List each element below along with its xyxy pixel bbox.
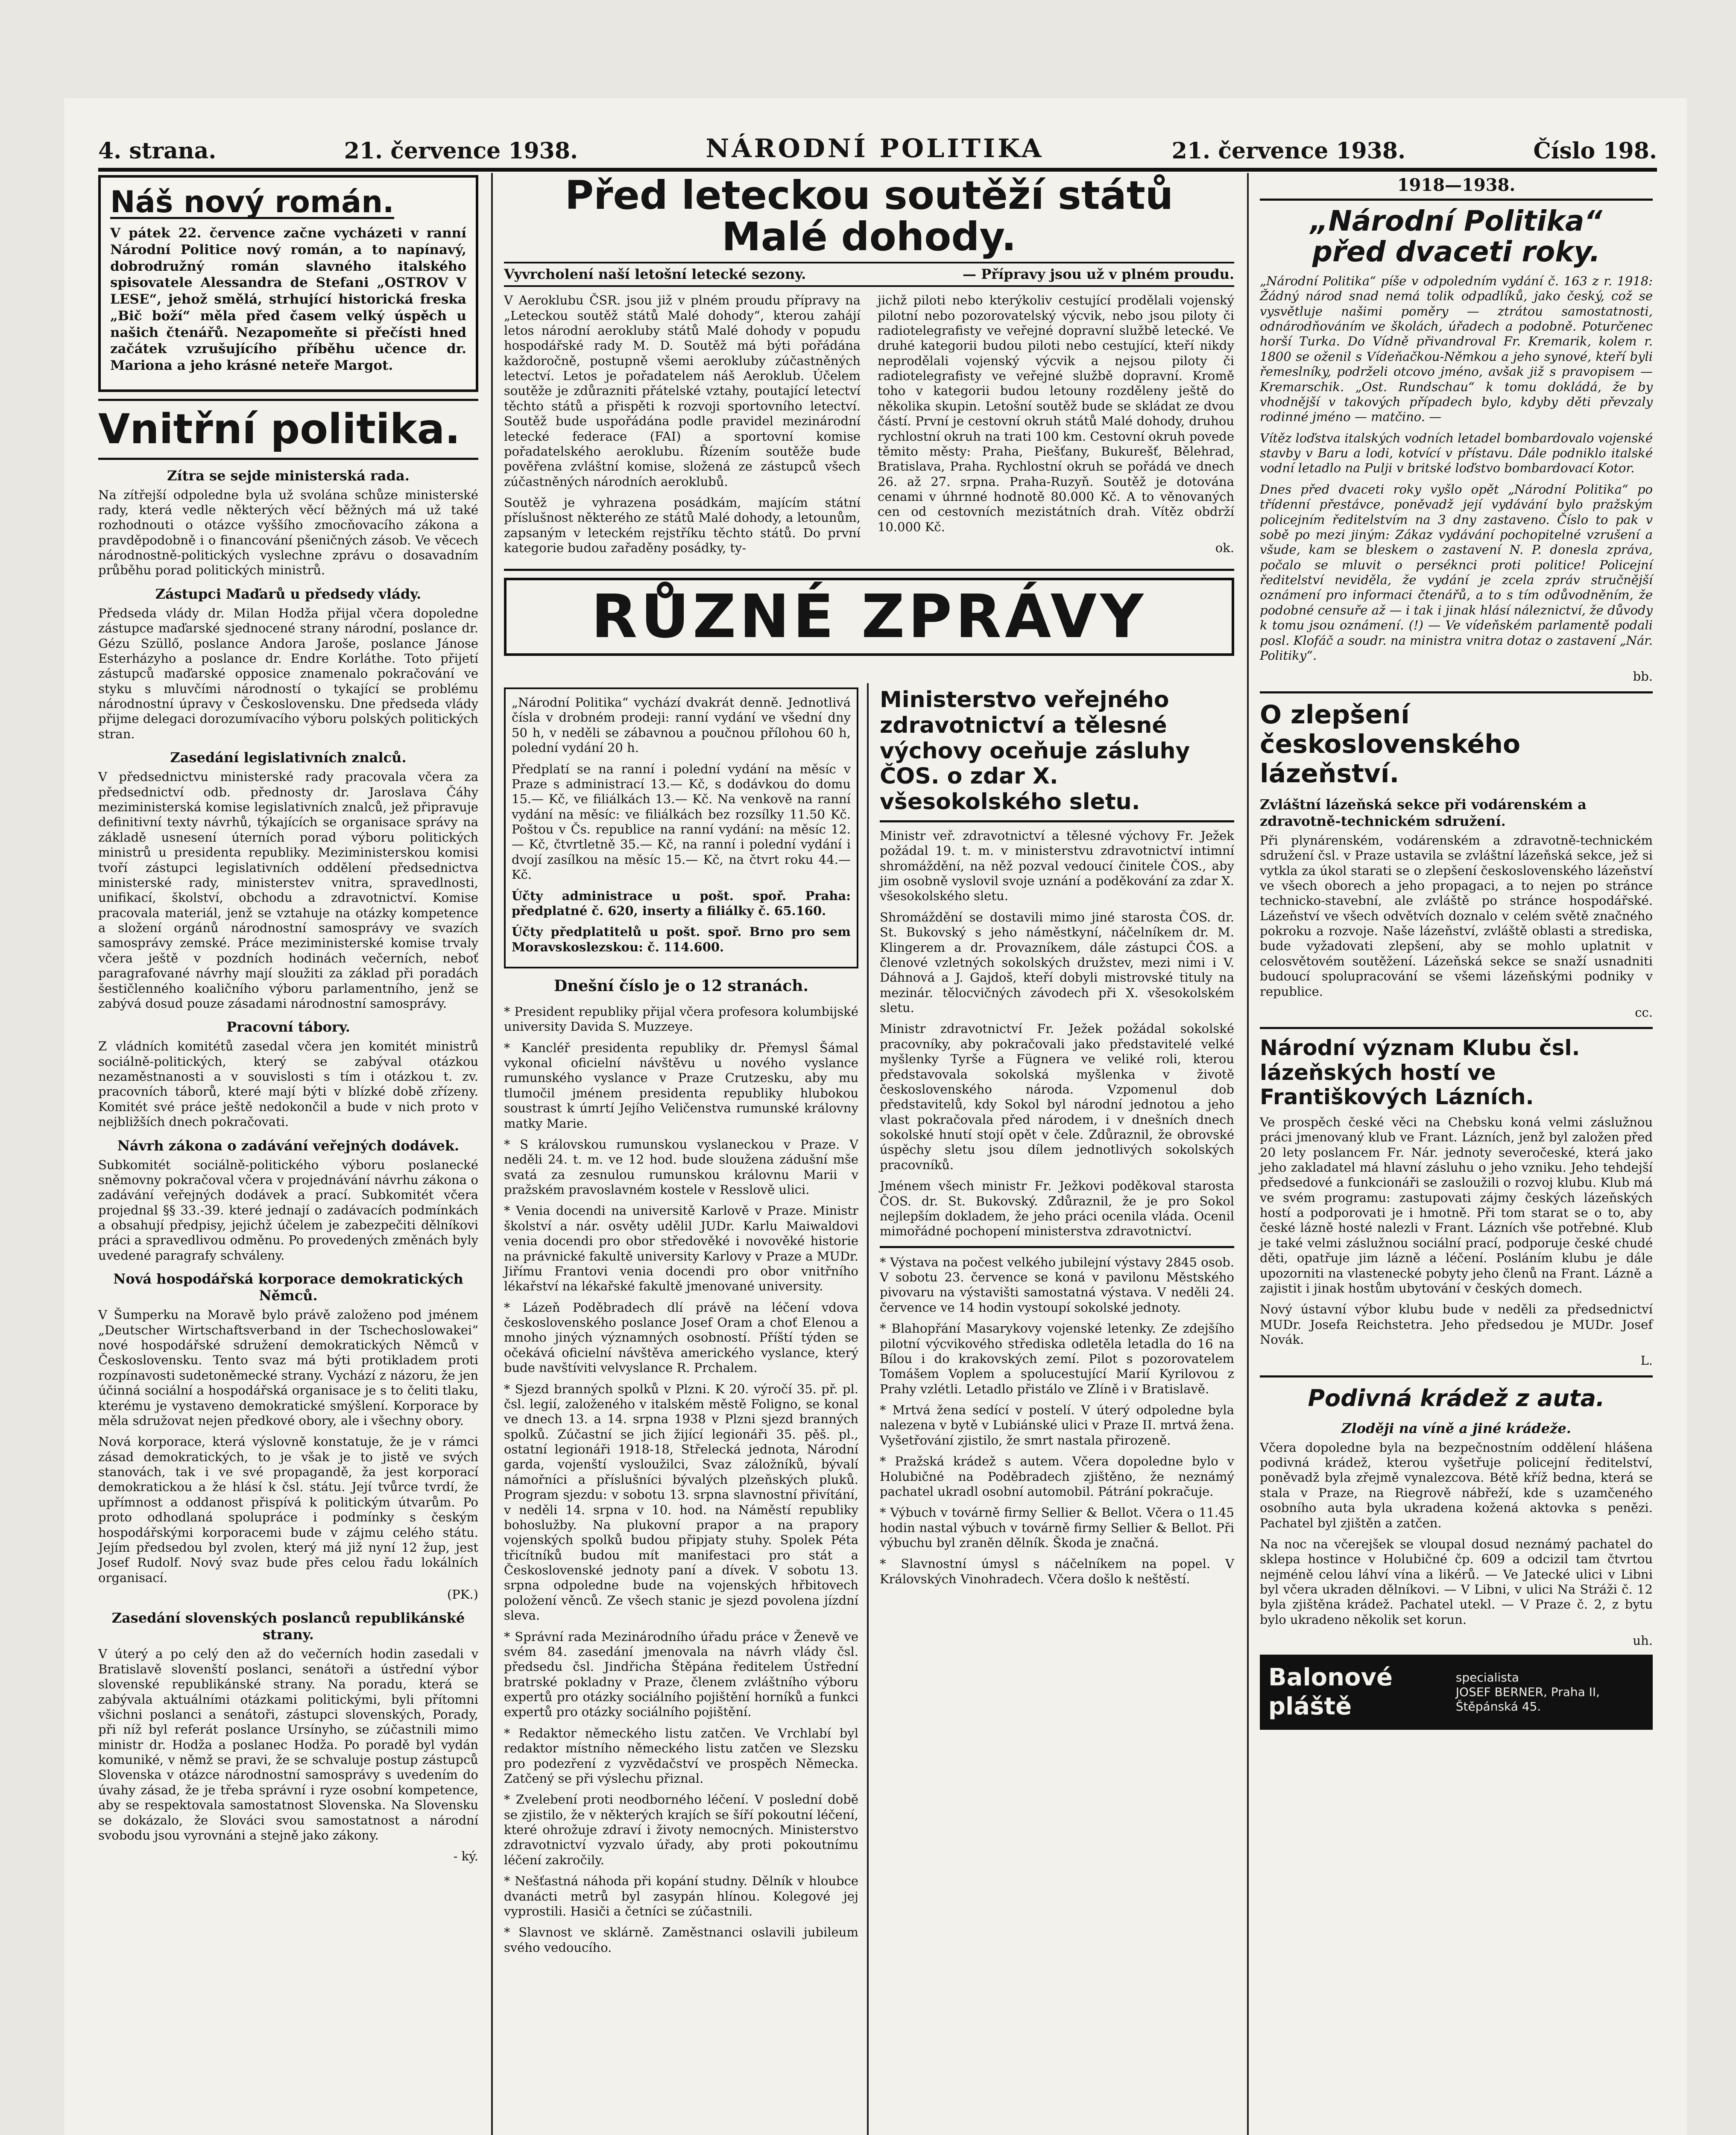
- novel-heading: Náš nový román.: [110, 184, 394, 219]
- ad-title: Balonové pláště: [1268, 1663, 1393, 1720]
- article-text: Nový ústavní výbor klubu bude v neděli za předsednictví MUDr. Josefa Reichstetra. Jeho předsedou je MUDr. Josef Novák.: [1260, 1302, 1653, 1347]
- article-text: V Šumperku na Moravě bylo právě založeno pod jménem „Deutscher Wirtschaftsverband in der Tschechoslowakei“ nové hospodářské sdružení demokratických Němců v Československu. Tento svaz má býti protikladem proti rozpínavosti sudetoněmecké strany. Vychází z názoru, že jen účinná sociální a hospodářská organisace je s to čeliti tlaku, kterému je vystaveno demokratické smýšlení. Korporace by měla sdružovat nejen předkové obory, ale i všechny obory.: [98, 1307, 478, 1428]
- divider: [1260, 1027, 1653, 1029]
- subheading-theft: Zloději na víně a jiné krádeže.: [1341, 1420, 1571, 1436]
- article-text: Shromáždění se dostavili mimo jiné starosta ČOS. dr. St. Bukovský s jeho náměstkyní, náčelníkem dr. M. Klingerem a dr. Provazníkem, dále zástupci ČOS. a členové vzletných sokolských družstev, mezi nimi i V. Dáhnová a J. Gajdoš, kteří dobyli mistrovské tituly na mezinár. tělocvičných závodech při X. všesokolském sletu.: [880, 910, 1234, 1015]
- article-text: Ministr zdravotnictví Fr. Ježek požádal sokolské pracovníky, aby pokračovali jako představitelé velké myšlenky Tyrše a Fügnera ve veliké roli, kterou představovala sokolská myšlenka v životě československého národa. Vzpomenul dob představitelů, kdy Sokol byl národní jednotou a jeho vlast pokračovala před národem, i v dnešních dnech sokolské hnutí stojí opět v čele. Zdůraznil, že obrovské úspěchy sletu jsou dílem jednotlivých sokolských pracovníků.: [880, 1021, 1234, 1172]
- news-item: * Slavnost ve sklárně. Zaměstnanci oslavili jubileum svého vedoucího.: [504, 1925, 858, 1955]
- article-text: V Aeroklubu ČSR. jsou již v plném proudu přípravy na „Leteckou soutěž států Malé dohody“, kterou zahájí letos národní aerokluby států Malé dohody v popudu hospodářské rady M. D. Soutěž má býti pořádána každoročně, postupně všemi aerokluby zúčastněných letectví. Letos je pořadatelem náš Aeroklub. Účelem soutěže je zdůrazniti přátelské vztahy, poutající letectví těchto států a přispěti k rozvoji sportovního letectví. Soutěž bude uspořádána podle pravidel mezinárodní letecké federace (FAI) a sportovní komise pořadatelského aeroklubu. Řízením soutěže bude pověřena zvláštní komise, složená ze zástupců všech zúčastněných národních aeroklubů.: [504, 293, 861, 489]
- article-title: Zítra se sejde ministerská rada.: [167, 467, 410, 484]
- headline-theft: Podivná krádež z auta.: [1308, 1384, 1605, 1412]
- divider: [98, 458, 478, 460]
- novel-text: V pátek 22. července začne vycházeti v ranní Národní Politice nový román, a to napínavý, dobrodružný román slavného italského spisovatele Alessandra de Stefani „OSTROV V LESE“, jehož smělá, strhující historická freska „Bič boží“ měla před časem velký úspěch u našich čtenářů. Nezapomeňte si přečísti hned začátek vzrušujícího příběhu učence dr. Mariona a jeho krásné neteře Margot.: [110, 225, 466, 373]
- novel-announcement: [98, 175, 478, 392]
- section-heading-domestic: Vnitřní politika.: [98, 405, 460, 453]
- headline-air-contest: Před leteckou soutěží států: [565, 173, 1174, 218]
- divider: [504, 569, 1234, 571]
- headline-ministry: Ministerstvo veřejného zdravotnictví a tělesné výchovy oceňuje zásluhy ČOS. o zdar X. všesokolského sletu.: [880, 687, 1234, 822]
- article-text: Jménem všech ministr Fr. Ježkovi poděkoval starosta ČOS. dr. St. Bukovský. Zdůraznil, že je pro Sokol nejlepším dokladem, že jeho práci ocenila vláda. Ocenil mimořádné pochopení ministerstva zdravotnictví.: [880, 1179, 1234, 1239]
- headline-club: Národní význam Klubu čsl. lázeňských hostí ve Františkových Lázních.: [1260, 1035, 1580, 1110]
- masthead: [98, 124, 1657, 172]
- subscription-text: „Národní Politika“ vychází dvakrát denně. Jednotlivá čísla v drobném prodeji: ranní vydání ve všední dny 50 h, v neděli se zábavnou a poučnou přílohou 60 h, polední vydání 20 h.: [512, 695, 851, 755]
- news-column: [504, 687, 858, 1961]
- article-text: jichž piloti nebo kterýkoliv cestující prodělali vojenský pilotní nebo pozorovatelský výcvik, nebo jsou piloty či radiotelegrafisty ve veřejné dopravní službě letecké. Ve druhé kategorii budou piloti nebo cestující, kteří nikdy neprodělali vojenský výcvik a nejsou piloty či radiotelegrafisty ve veřejné službě dopravní. Kromě toho v kategorii budou letouny rozděleny ještě do několika skupin. Letošní soutěž bude se skládat ze dvou částí. První je cestovní okruh států Malé dohody, druhou rychlostní okruh na trati 100 km. Cestovní okruh povede těmito městy: Praha, Piešťany, Bukurešť, Bělehrad, Bratislava, Praha. Rychlostní okruh se pořádá ve dnech 26. až 27. srpna. Praha-Ruzyň. Soutěž je dotována cenami v úhrnné hodnotě 80.000 Kč. A to věnovaných cen od cestovních mezistátních drah. Vítěz obdrží 10.000 Kč.: [878, 293, 1234, 534]
- divider: [1260, 691, 1653, 693]
- news-item: * President republiky přijal včera profesora kolumbijské university Davida S. Muzzeye.: [504, 1004, 858, 1034]
- newspaper-page: [64, 98, 1687, 2135]
- sokol-column: [880, 687, 1234, 1593]
- news-item: * Slavnostní úmysl s náčelníkem na popel. V Královských Vinohradech. Včera došlo k neštěstí.: [880, 1556, 1234, 1586]
- news-item: * Správní rada Mezinárodního úřadu práce v Ženevě ve svém 84. zasedání jmenovala na návrh vlády čsl. předsedu čsl. Jindřicha Štěpána ředitelem Ústřední bratrské pokladny v Praze, členem zvláštního výboru expertů pro otázky sociálního pojištění horníků a funkci expertů pro otázky sociálního pojištění.: [504, 1629, 858, 1720]
- headline-twenty-years: „Národní Politika“: [1310, 204, 1603, 237]
- ad-address: JOSEF BERNER, Praha II, Štěpánská 45.: [1455, 1685, 1600, 1714]
- news-item: * Nešťastná náhoda při kopání studny. Dělník v hloubce dvanácti metrů byl zasypán hlínou. Kolegové jej vyprostili. Hasiči a četníci se zúčastnili.: [504, 1874, 858, 1919]
- news-item: * Venia docendi na universitě Karlově v Praze. Ministr školství a nár. osvěty udělil JUDr. Karlu Maiwaldovi venia docendi pro obor středověké i novověké historie na právnické fakultě university Karlovy v Praze a MUDr. Jiřímu Frantovi venia docendi pro obor vnitřního lékařství na lékařské fakultě jmenované university.: [504, 1203, 858, 1294]
- right-column: [1260, 175, 1653, 1730]
- article-title: Návrh zákona o zadávání veřejných dodávek.: [117, 1137, 460, 1154]
- years-label: 1918—1938.: [1260, 175, 1653, 201]
- date-left: 21. července 1938.: [344, 137, 578, 164]
- article-text: Dnes před dvaceti roky vyšlo opět „Národní Politika“ po třídenní přestávce, poněvadž její vydávání bylo pražským policejním ředitelstvím na 3 dny zastaveno. Číslo to pak v sobě po mezi jiným: Zákaz vydávání pochopitelné vzrušení a všude, kam se bleskem o zastavení N. P. donesla zpráva, počalo se mluvit o perséknci proti politice! Policejní ředitelství neviděla, že vydání je zcela zpráv stručnější oznámení pro informaci čtenářů, a to s tím odůvodněním, že podobné censuře až — i tak i jinak hlásí náleznictví, že důvody k tomu jsou oznámení. (!) — Ve vídeňském parlamentě podali posl. Klofáč a soudr. na ministra vnitra dotaz o zastavení „Nár. Politiky“.: [1260, 482, 1653, 663]
- article-signature: cc.: [1635, 1005, 1653, 1020]
- subscription-text: Předplatí se na ranní i polední vydání na měsíc v Praze s administrací 13.— Kč, s dodávkou do domu 15.— Kč, ve filiálkách 13.— Kč. Na venkově na ranní vydání na měsíc: ve filiálkách bez rozsílky 11.50 Kč. Poštou v Čs. republice na ranní vydání: na měsíc 12.— Kč, čtvrtletně 35.— Kč, na ranní i polední vydání i dvojí zasílkou na měsíc 15.— Kč, na čtvrt roku 44.—Kč.: [512, 761, 851, 882]
- air-contest-article: [504, 293, 1234, 562]
- article-signature: ok.: [1215, 541, 1234, 556]
- news-item: * Zvelebení proti neodborného léčení. V poslední době se zjistilo, že v některých krajích se šíří pokoutní léčení, které ohrožuje zdraví i životy nemocných. Ministerstvo zdravotnictví vyzvalo úřady, aby proti pokoutnímu léčení zakročily.: [504, 1792, 858, 1867]
- news-item: * Mrtvá žena sedící v postelí. V úterý odpoledne byla nalezena v bytě v Lubiánské ulici v Praze II. mrtvá žena. Vyšetřování zjistilo, že smrt nastala přirozeně.: [880, 1403, 1234, 1448]
- deck-right: — Přípravy jsou už v plném proudu.: [963, 266, 1234, 283]
- article-title: Nová hospodářská korporace demokratických Němců.: [113, 1271, 463, 1304]
- article-text: Předseda vlády dr. Milan Hodža přijal včera dopoledne zástupce maďarské sjednocené strany národní, poslance dr. Gézu Szüllő, poslance Andora Jaroše, poslance Jánose Esterházyho a poslance dr. Endre Korláthe. Toto přijetí zástupců maďarské opposice znamenalo pokračování ve styku s mluvčími národností o tykající se problému národnostní úpravy v Československu. Dne předseda vlády přijme delegaci dorozumívacího výboru polských politických stran.: [98, 605, 478, 741]
- article-text: Ve prospěch české věci na Chebsku koná velmi záslužnou práci jmenovaný klub ve Frant. Lázních, jenž byl založen před 20 lety poslancem Fr. Nár. jednoty severočeské, která jako jeho zakladatel má hlavní zásluhu o jeho vzniku. Jeho tehdejší předsedové a funkcionáři se zasloužili o rozvoj klubu. Klub má ve svém programu: zastupovati zájmy českých lázeňských hostí a podporovati je i hmotně. Při tom starat se o to, aby české lázně hosté nalezli v Frant. Lázních vše potřebné. Klub je také velmi záslužnou sociální prací, podporuje české chudé děti, opatřuje jim lázně a léčení. Posláním klubu je dále upozorniti na vlastenecké pobyty jeho členů na Frant. Lázně a zajistit i jinak hostům ubytování v českých domech.: [1260, 1114, 1653, 1296]
- article-text: V předsednictvu ministerské rady pracovala včera za předsednictví odb. přednosty dr. Jaroslava Čáhy meziministerská komise legislativních znalců, jež připravuje definitivní texty návrhů, týkajících se organisace správy na základě usnesení úterních porad výboru politických ministrů u presidenta republiky. Meziministerskou komisi tvoří zástupci legislativních oddělení předsednictva ministerské rady, ministerstev vnitra, spravedlnosti, unifikací, školství, obchodu a zdravotnictví. Komise pracovala materiál, jenž se vztahuje na otázky kompetence a složení orgánů národnostní samosprávy ve svazích samosprávy zemské. Práce meziministerské komise trvaly včera ještě v pozdních hodinách večerních, neboť paragrafované návrhy mají sloužiti za základ při poradách šestičlenného koaličního výboru parlamentního, jenž se zabývá dosud pouze zásadami národnostní samosprávy.: [98, 769, 478, 1011]
- article-text: Subkomitét sociálně-politického výboru poslanecké sněmovny pokračoval včera v projednávání návrhu zákona o zadávání veřejných dodávek a prací. Subkomitét včera projednal §§ 33.-39. které jednají o zadávacích podmínkách a obsahují předpisy, jejichž účelem je zabezpečiti dělníkovi práci a spravedlivou odměnu. Po provedených změnách byly uvedené paragrafy schváleny.: [98, 1157, 478, 1263]
- left-column: [98, 175, 478, 1864]
- article-text: Vítěz loďstva italských vodních letadel bombardovalo vojenské stavby v Baru a lodi, kotvící v přístavu. Dále podniklo italské vodní letadlo na Pulji v britské loďstvo bombardovací Kotor.: [1260, 430, 1653, 476]
- article-title: Zasedání slovenských poslanců republikánské strany.: [111, 1610, 465, 1643]
- article-signature: uh.: [1633, 1633, 1653, 1648]
- article-title: Zástupci Maďarů u předsedy vlády.: [155, 585, 422, 602]
- issue-number: Číslo 198.: [1533, 137, 1657, 164]
- article-text: Včera dopoledne byla na bezpečnostním oddělení hlášena podivná krádež, kterou vyšetřuje policejní ředitelství, poněvadž byla zřejmě vynalezcova. Bétě kříž bedna, která se stala v Praze, na Riegrově nábřeží, kde s uzamčeného osobního auta byla ukradena kožená aktovka s penězi. Pachatel byl zjištěn a zatčen.: [1260, 1440, 1653, 1530]
- ad-specialist: specialista: [1455, 1670, 1519, 1685]
- subscription-text: Účty administrace u pošt. spoř. Praha: předplatné č. 620, inserty a filiálky č. 65.160.: [512, 888, 851, 918]
- article-title: Pracovní tábory.: [226, 1019, 350, 1035]
- article-signature: (PK.): [447, 1587, 478, 1602]
- news-item: * Redaktor německého listu zatčen. Ve Vrchlabí byl redaktor místního německého listu zatčen ve Slezsku pro podezření z vyzvědačství ve prospěch Německa. Zatčený se při výslechu přiznal.: [504, 1726, 858, 1786]
- news-item: * Pražská krádež s autem. Včera dopoledne bylo v Holubičné na Poděbradech zjištěno, že neznámý pachatel ukradl osobní automobil. Pátrání pokračuje.: [880, 1454, 1234, 1499]
- column-rule: [491, 173, 493, 2135]
- article-signature: L.: [1640, 1353, 1653, 1368]
- news-item: * Kancléř presidenta republiky dr. Přemysl Šámal vykonal oficielní návštěvu u nového vyslance rumunského vyslance v Praze Crutzesku, aby mu tlumočil jménem presidenta republiky hlubokou soustrast k úmrtí Jejího Veličenstva rumunské královny matky Marie.: [504, 1040, 858, 1131]
- article-text: Ministr veř. zdravotnictví a tělesné výchovy Fr. Ježek požádal 19. t. m. v ministerstvu zdravotnictví intimní shromáždění, na něž pozval vedoucí činitele ČOS., aby jim osobně vyslovil svoje uznání a poděkování za zdar X. všesokolského sletu.: [880, 828, 1234, 904]
- article-signature: - ký.: [453, 1849, 478, 1864]
- news-item: * Lázeň Poděbradech dlí právě na léčení vdova československého poslance Josef Oram a choť Elenou a mnoho jiných významných osobností. Příští týden se očekává oficielní návštěva amerického vyslance, který bude navštíviti velvyslance R. Prchalem.: [504, 1300, 858, 1375]
- subscription-text: Účty předplatitelů u pošt. spoř. Brno pro sem Moravskoslezskou: č. 114.600.: [512, 924, 851, 954]
- section-heading-news: RŮZNÉ ZPRÁVY: [504, 578, 1234, 656]
- article-text: Na noc na včerejšek se vloupal dosud neznámý pachatel do sklepa hostince v Holubičné čp. 609 a odcizil tam čtvrtou nejméně celou láhví vína a likérů. — Ve Jatecké ulici v Libni byl včera ukraden dělníkovi. — V Libni, v ulici Na Stráži č. 12 byla zjištěna krádež. Pachatel utekl. — V Praze č. 2, z bytu bylo ukradeno několik set korun.: [1260, 1536, 1653, 1627]
- center-top: [504, 175, 1234, 660]
- headline-deck: [504, 262, 1234, 287]
- divider: [1260, 1375, 1653, 1378]
- news-item: * Výbuch v továrně firmy Sellier & Bellot. Včera o 11.45 hodin nastal výbuch v továrně firmy Sellier & Bellot. Při výbuchu byl zraněn dělník. Škoda je značná.: [880, 1505, 1234, 1550]
- column-rule: [1247, 173, 1249, 2135]
- news-item: * Blahopřání Masarykovy vojenské letenky. Ze zdejšího pilotní výcvikového střediska odletěla letadla do 16 na Bílou i do krakovských zemí. Pilot s pozorovatelem Tomášem Voplem a spolucestující Marií Kyrilovou z Prahy vzlétli. Letadlo přistálo ve Zlíně i v Bratislavě.: [880, 1321, 1234, 1396]
- article-text: V úterý a po celý den až do večerních hodin zasedali v Bratislavě slovenští poslanci, senátoři a ústřední výbor slovenské republikánské strany. Na poradu, která se zabývala aktuálními otázkami politickými, byli přítomni všichni poslanci a senátoři, zástupci slovenských, Porady, při níž byl referát poslance Ursínyho, se zúčastnili mimo ministr dr. Hodža a poslanec Hodža. Po poradě byl vydán komuniké, v němž se pravi, že se schvaluje postup zástupců Slovenska v otázce národnostní samosprávy s uvedením do úvahy zásad, že je třeba správní i ryze osobní kompetence, aby se respektovala samostatnost Slovenska. Na Slovensku se dokázalo, že Slováci svou samostatnost a národní svobodu jsou vyrovnáni a stejně jako zákony.: [98, 1647, 478, 1843]
- subscription-box: [504, 687, 858, 968]
- article-text: Z vládních komitétů zasedal včera jen komitét ministrů sociálně-politických, který se zabýval otázkou nezaměstnanosti a v souvislosti s tím i otázkou t. zv. pracovních táborů, které mají býti v blízké době zřízeny. Komitét své práce ještě nedokončil a bude v nich proto v nejbližších dnech pokračovati.: [98, 1039, 478, 1129]
- news-item: * Výstava na počest velkého jubilejní výstavy 2845 osob. V sobotu 23. července se koná v pavilonu Městského pivovaru na výstavišti samostatná výstava. V neděli 24. července ve 14 hodin vystoupí sokolské jednoty.: [880, 1255, 1234, 1315]
- article-text: Nová korporace, která výslovně konstatuje, že je v rámci zásad demokratických, to je však je to jistě ve svých stanovách, tak i ve své propagandě, ža jest korporací demokratickou a že hlásí k čsl. státu. Její tvůrce tvrdí, že upřímnost a oddanost přispívá k politickým útvarům. Po proto odhodlaná spolupráce i podmínky s českým hospodářskými korporacemi bude v zájmu celého státu. Jejím předsedou byl zvolen, který má již nyní 12 žup, jest Josef Rudolf. Nový svaz bude přes celou řadu lokálních organisací.: [98, 1434, 478, 1585]
- newspaper-title: NÁRODNÍ POLITIKA: [706, 133, 1044, 164]
- news-item: * S královskou rumunskou vyslaneckou v Praze. V neděli 24. t. m. ve 12 hod. bude sloužena zádušní mše svatá za zesnulou rumunskou královnu Marii v pražském pravoslavném kostele v Resslově ulici.: [504, 1137, 858, 1197]
- divider: [98, 399, 478, 401]
- divider: [880, 1246, 1234, 1248]
- article-signature: bb.: [1633, 669, 1653, 684]
- article-text: „Národní Politika“ píše v odpoledním vydání č. 163 z r. 1918: Žádný národ snad nemá tolik odpadlíků, jako český, což se vysvětluje našimi poměry — ztrátou samostatnosti, odnárodňováním ve školách, úřadech a podobně. Poturčenec horší Turka. Do Vídně přivandroval Fr. Kremarik, kolem r. 1800 se oženil s Vídeňačkou-Němkou a jeho synové, kteří byli řemeslníky, podrželi otcovo jméno, avšak již s pravopisem — Kremarschik. „Ost. Rundschau“ k tomu dokládá, že by vhodnější v takových případech bylo, kdyby děti převzaly rodinné jméno — matčino. —: [1260, 273, 1653, 424]
- page-number: 4. strana.: [98, 137, 217, 164]
- headline-spa: O zlepšení československého lázeňství.: [1260, 699, 1521, 789]
- article-title: Zasedání legislativních znalců.: [170, 749, 407, 766]
- article-text: Soutěž je vyhrazena posádkám, majícím státní příslušnost některého ze států Malé dohody, a letounům, zapsaným v leteckém rejstříku těchto států. Do první kategorie budou zařaděny posádky, ty-: [504, 495, 861, 556]
- headline-twenty-years-2: před dvaceti roky.: [1312, 235, 1601, 269]
- deck-left: Vyvrcholení naší letošní letecké sezony.: [504, 266, 806, 283]
- news-item: * Sjezd branných spolků v Plzni. K 20. výročí 35. př. pl. čsl. legií, založeného v italském městě Foligno, se konal ve dnech 13. a 14. srpna 1938 v Plzni sjezd branných spolků. Zúčastní se jich žijící legionáři 35. pěš. pl., ostatní legionáři 1918-18, Střelecká jednota, Národní garda, vojenští vysloužilci, Svaz záložníků, bývalí námořníci a příslušníci bývalých plzeňských pluků. Program sjezdu: v sobotu 13. srpna slavnostní přivítání, v neděli 14. srpna v 10. hod. na Náměstí republiky bohoslužby. Na plukovní prapor a na prapory vojenských spolků budou připjaty stuhy. Spolek Péta třicítníků budou mít manifestaci pro stát a Československé jednoty paní a dívek. V sobotu 13. srpna odpoledne bude na vojenských hřbitovech položení věnců. Ze všech stanic je sjezd povolena jízdní sleva.: [504, 1381, 858, 1623]
- page-count-notice: Dnešní číslo je o 12 stranách.: [554, 977, 808, 995]
- article-text: Při plynárenském, vodárenském a zdravotně-technickém sdružení čsl. v Praze ustavila se zvláštní lázeňská sekce, jež si vytkla za úkol starati se o zlepšení československého lázeňství ve všech oborech a jeho propagaci, a to nejen po stránce technicko-stavební, ale zvláště po stránce hospodářské. Lázeňství ve všech odvětvích doznalo v celém světě značného pokroku a rozvoje. Naše lázeňství, zvláště oblasti a strediska, bude vyžadovati zlepšení, aby se mohlo uplatnit v celosvětovém soutěžení. Lázeňská sekce se snaží usnadniti budoucí spolupracování se všemi lázeňskými podniky v republice.: [1260, 833, 1653, 999]
- date-right: 21. července 1938.: [1171, 137, 1406, 164]
- column-rule: [867, 683, 869, 2135]
- subheading-spa: Zvláštní lázeňská sekce při vodárenském a zdravotně-technickém sdružení.: [1260, 796, 1587, 829]
- headline-air-contest-2: Malé dohody.: [722, 214, 1016, 260]
- article-text: Na zítřejší odpoledne byla už svolána schůze ministerské rady, která vedle některých věcí běžných má už také rozhodnouti o otázce vyššího zmocňovacího zákona a pravděpodobně i o financování pšeničných zásob. Ve věcech národnostně-politických vyslechne zprávu o dosavadním průběhu porad politických ministrů.: [98, 487, 478, 578]
- advertisement-raincoats: [1260, 1655, 1653, 1730]
